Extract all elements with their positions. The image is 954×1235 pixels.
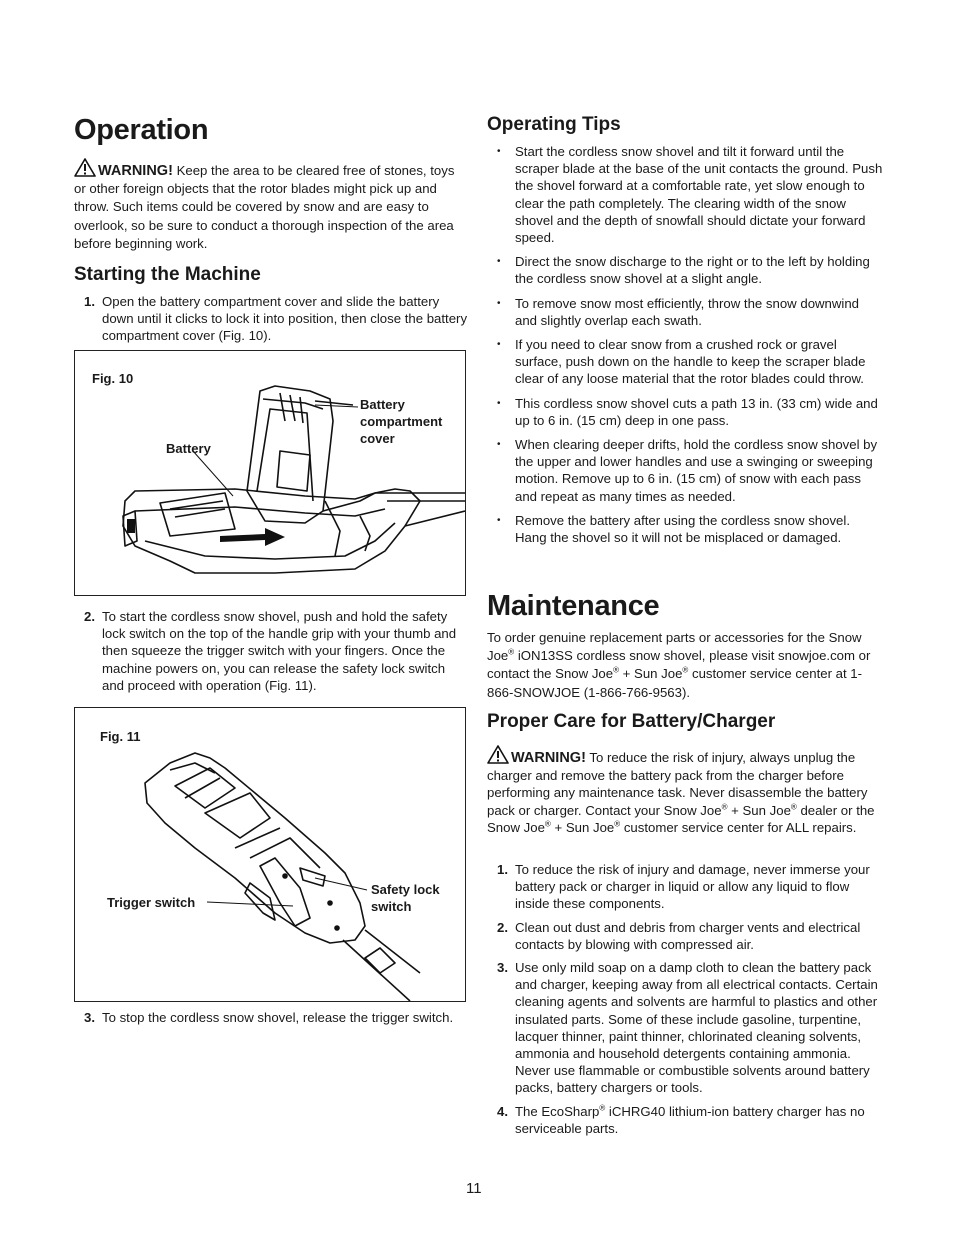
battery-callout: Battery: [166, 441, 211, 456]
figure-label: Fig. 10: [92, 371, 134, 386]
maintenance-intro: To order genuine replacement parts or accessories for the Snow Joe® iON13SS cordless snow shovel, please visit snowjoe.com or contact the Snow Joe® + Sun Joe® customer service center at 1-866-SNOWJOE (1-866-766-9563).: [487, 630, 871, 700]
maintenance-warning: WARNING! To reduce the risk of injury, always unplug the charger and remove the battery pack from the charger before performing any maintenance task. Never disassemble the battery pack or charger. Contact your Snow Joe® + Sun Joe® dealer or the Snow Joe® + Sun Joe® customer service center for ALL repairs.: [487, 745, 883, 836]
step-number: 3.: [84, 1010, 95, 1025]
handle-grip-illustration: [75, 708, 465, 1001]
operation-title: Operation: [74, 114, 209, 146]
step-item: [74, 1009, 470, 1026]
trigger-switch-callout: Trigger switch: [107, 895, 196, 910]
figure-11: [74, 707, 466, 1002]
tip-item: • Direct the snow discharge to the right or to the left by holding the cordless snow shovel at a slight angle.: [497, 254, 870, 287]
tip-item: • Remove the battery after using the cordless snow shovel. Hang the shovel so it will not be misplaced or damaged.: [497, 512, 850, 546]
warning-label: WARNING!: [511, 750, 586, 766]
operating-tips-list: [487, 143, 883, 553]
step-item: 2. Clean out dust and debris from charger vents and electrical contacts by blowing with compressed air.: [497, 919, 861, 952]
tip-item: • If you need to clear snow from a crushed rock or gravel surface, push down on the handle to keep the scraper blade clear of any loose material that the rotor blades could throw.: [497, 337, 866, 387]
tip-item: • To remove snow most efficiently, throw the snow downwind and slightly overlap each swath.: [497, 295, 860, 328]
maintenance-steps: [487, 861, 883, 1137]
starting-machine-heading: Starting the Machine: [74, 264, 261, 285]
step-item: [74, 293, 470, 345]
operation-warning: [74, 158, 466, 253]
step-item: 3. Use only mild soap on a damp cloth to clean the battery pack and charger, keeping away from all electrical contacts. Certain cleaning agents and solvents are harmful to plastics and other insulated parts. Some of these include gasoline, turpentine, lacquer thinner, paint thinner, chlorinated cleaning solvents, ammonia and household detergents containing ammonia. Never use flammable or combustible solvents around battery packs, battery chargers or tools.: [497, 960, 878, 1096]
operating-tips-heading: Operating Tips: [487, 114, 621, 135]
starting-steps-2: [74, 608, 470, 694]
step-number: 2.: [84, 609, 95, 624]
step-text: Open the battery compartment cover and slide the battery down until it clicks to lock it into position, then close the battery compartment cover (Fig. 10).: [102, 294, 468, 344]
warning-triangle-icon: [74, 158, 96, 177]
step-item: 4. The EcoSharp® iCHRG40 lithium-ion battery charger has no serviceable parts.: [497, 1103, 865, 1136]
battery-compartment-illustration: [75, 351, 465, 595]
step-number: 1.: [84, 294, 95, 309]
starting-steps-1: [74, 293, 470, 345]
starting-steps-3: [74, 1009, 470, 1026]
battery-care-heading: Proper Care for Battery/Charger: [487, 711, 776, 732]
maintenance-title: Maintenance: [487, 590, 660, 622]
warning-text: Keep the area to be cleared free of stones, toys or other foreign objects that the rotor blades might pick up and throw. Such items could be covered by snow and are easy to overlook, so be sure to conduct a thorough inspection of the area before beginning work.: [74, 163, 455, 251]
warning-triangle-icon: [487, 745, 509, 764]
step-item: [74, 608, 470, 694]
safety-lock-callout: Safety lock switch: [371, 882, 440, 914]
step-text: To stop the cordless snow shovel, release the trigger switch.: [102, 1010, 454, 1025]
step-item: 1. To reduce the risk of injury and damage, never immerse your battery pack or charger in liquid or allow any liquid to flow inside these components.: [497, 862, 870, 912]
tip-item: • This cordless snow shovel cuts a path 13 in. (33 cm) wide and up to 6 in. (15 cm) deep in one pass.: [497, 395, 878, 428]
tip-item: • When clearing deeper drifts, hold the cordless snow shovel by the upper and lower handles and use a swinging or sweeping motion. Remove up to 6 in. (15 cm) of snow with each pass and repeat as many times as needed.: [497, 437, 878, 504]
warning-label: WARNING!: [98, 163, 173, 179]
step-text: To start the cordless snow shovel, push and hold the safety lock switch on the top of the handle grip with your thumb and then squeeze the trigger switch with your fingers. Once the machine powers on, you can release the safety lock switch and proceed with operation (Fig. 11).: [102, 609, 457, 693]
tip-item: • Start the cordless snow shovel and tilt it forward until the scraper blade at the base of the unit contacts the ground. Push the shovel forward at a comfortable rate, yet slow enough to clear the path completely. The clearing width of the snow shovel and the depth of snowfall should dictate your forward speed.: [497, 144, 883, 246]
figure-label: Fig. 11: [100, 729, 141, 744]
battery-cover-callout: Battery compartment cover: [360, 397, 443, 446]
figure-10: [74, 350, 466, 596]
page-number: 11: [466, 1180, 482, 1197]
